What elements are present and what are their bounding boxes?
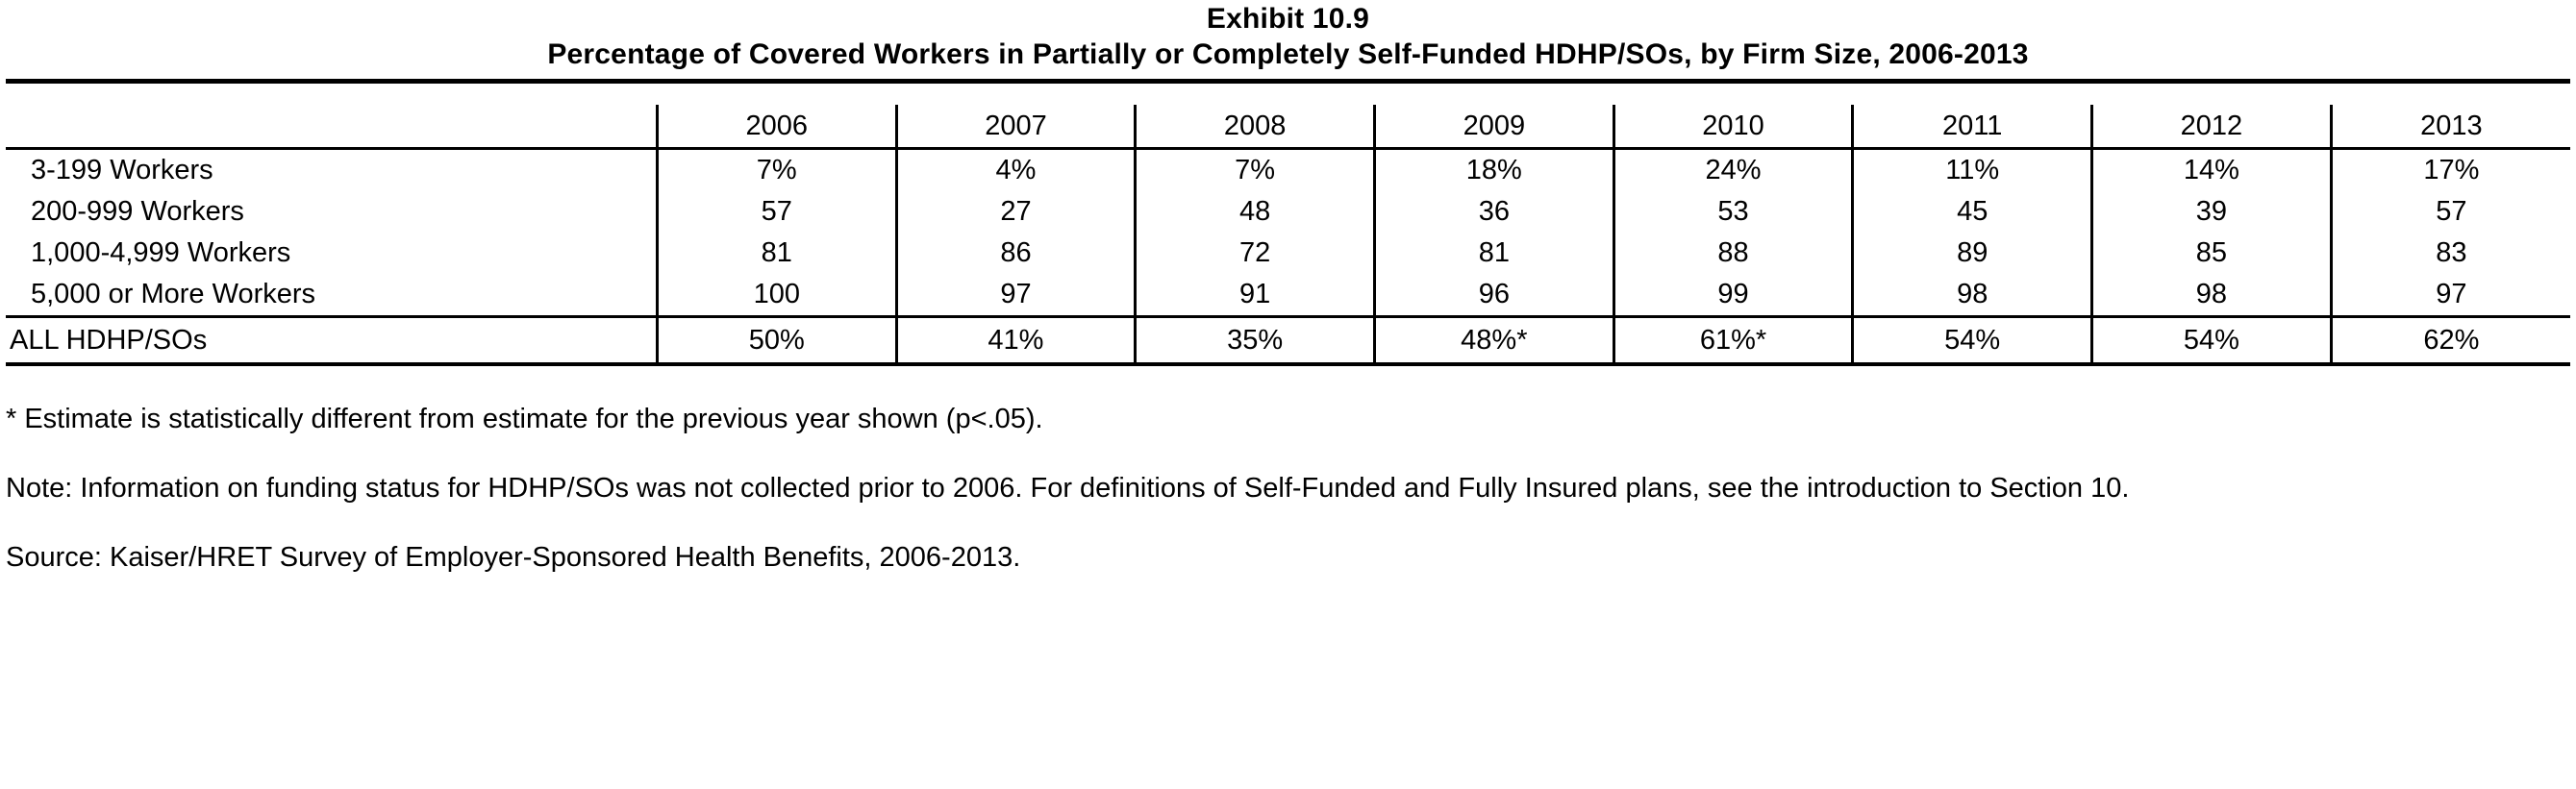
total-cell-value: 54% <box>1853 317 2092 363</box>
cell-value: 98 <box>2092 274 2332 317</box>
cell-value: 97 <box>2331 274 2570 317</box>
cell-value: 57 <box>2331 191 2570 233</box>
header-rule-top <box>6 79 2570 84</box>
row-label: 200-999 Workers <box>31 196 244 227</box>
row-label: 3-199 Workers <box>31 155 213 185</box>
table-rule-bottom <box>6 362 2570 366</box>
cell-value: 81 <box>1374 233 1613 274</box>
cell-value: 39 <box>2092 191 2332 233</box>
footnote-asterisk: * Estimate is statistically different from estimate for the previous year shown (p<.05). <box>6 404 1043 434</box>
exhibit-title: Percentage of Covered Workers in Partially or Completely Self-Funded HDHP/SOs, by Firm Size, 2006-2013 <box>547 38 2029 70</box>
cell-value: 91 <box>1136 274 1375 317</box>
cell-value: 100 <box>657 274 896 317</box>
cell-value: 14% <box>2092 149 2332 192</box>
footnote-source: Source: Kaiser/HRET Survey of Employer-Sponsored Health Benefits, 2006-2013. <box>6 542 1021 573</box>
cell-value: 97 <box>896 274 1136 317</box>
total-row-label: ALL HDHP/SOs <box>6 317 657 363</box>
cell-value: 86 <box>896 233 1136 274</box>
column-header-2011: 2011 <box>1853 105 2092 149</box>
total-cell-value: 62% <box>2331 317 2570 363</box>
total-cell-value: 50% <box>657 317 896 363</box>
data-table <box>6 105 2570 362</box>
cell-value: 36 <box>1374 191 1613 233</box>
cell-value: 45 <box>1853 191 2092 233</box>
table-row <box>6 191 2570 233</box>
table-row <box>6 233 2570 274</box>
table-total-row <box>6 317 2570 363</box>
cell-value: 7% <box>657 149 896 192</box>
cell-value: 27 <box>896 191 1136 233</box>
cell-value: 48 <box>1136 191 1375 233</box>
cell-value: 57 <box>657 191 896 233</box>
footnotes <box>6 399 2570 578</box>
cell-value: 88 <box>1613 233 1853 274</box>
cell-value: 99 <box>1613 274 1853 317</box>
cell-value: 96 <box>1374 274 1613 317</box>
table-row <box>6 274 2570 317</box>
cell-value: 81 <box>657 233 896 274</box>
cell-value: 53 <box>1613 191 1853 233</box>
total-cell-value: 35% <box>1136 317 1375 363</box>
column-header-2010: 2010 <box>1613 105 1853 149</box>
cell-value: 18% <box>1374 149 1613 192</box>
exhibit-number: Exhibit 10.9 <box>1206 3 1370 35</box>
column-header-2008: 2008 <box>1136 105 1375 149</box>
column-header-2012: 2012 <box>2092 105 2332 149</box>
cell-value: 89 <box>1853 233 2092 274</box>
total-cell-value: 61%* <box>1613 317 1853 363</box>
cell-value: 24% <box>1613 149 1853 192</box>
cell-value: 72 <box>1136 233 1375 274</box>
column-header-2006: 2006 <box>657 105 896 149</box>
row-label: 1,000-4,999 Workers <box>31 237 291 268</box>
cell-value: 17% <box>2331 149 2570 192</box>
cell-value: 7% <box>1136 149 1375 192</box>
column-header-corner <box>6 105 657 149</box>
column-header-2009: 2009 <box>1374 105 1613 149</box>
table-header-row <box>6 105 2570 149</box>
cell-value: 4% <box>896 149 1136 192</box>
cell-value: 83 <box>2331 233 2570 274</box>
total-cell-value: 54% <box>2092 317 2332 363</box>
footnote-note: Note: Information on funding status for HDHP/SOs was not collected prior to 2006. For definitions of Self-Funded and Fully Insured plans, see the introduction to Section 10. <box>6 473 2130 504</box>
column-header-2013: 2013 <box>2331 105 2570 149</box>
cell-value: 98 <box>1853 274 2092 317</box>
cell-value: 11% <box>1853 149 2092 192</box>
cell-value: 85 <box>2092 233 2332 274</box>
title-block <box>6 0 2570 73</box>
row-label: 5,000 or More Workers <box>31 279 316 309</box>
total-cell-value: 41% <box>896 317 1136 363</box>
table-row <box>6 149 2570 192</box>
total-cell-value: 48%* <box>1374 317 1613 363</box>
column-header-2007: 2007 <box>896 105 1136 149</box>
